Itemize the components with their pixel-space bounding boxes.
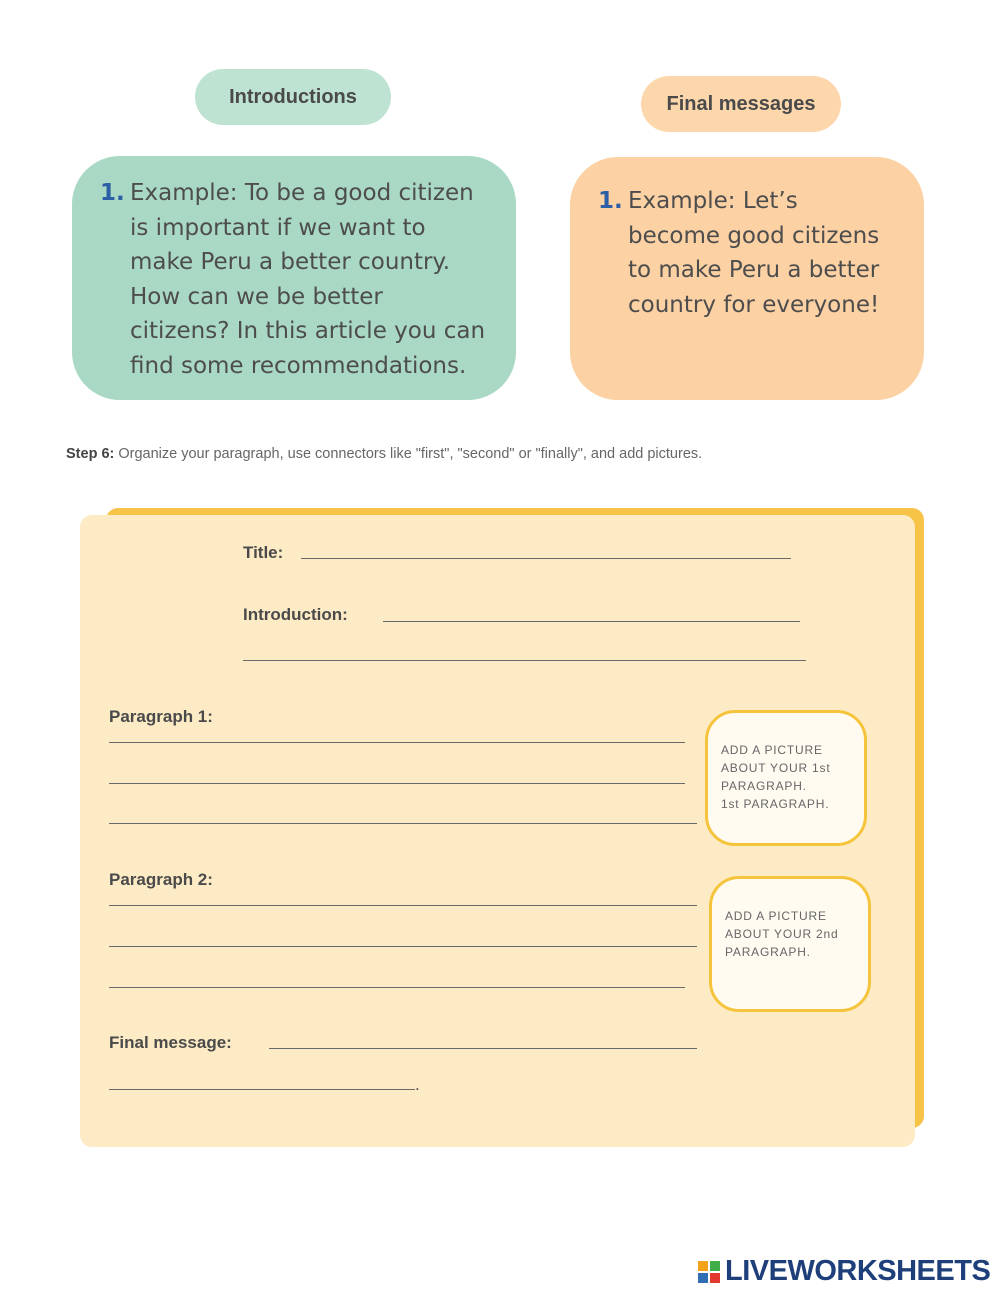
- example-line: is important if we want to: [130, 214, 426, 241]
- picture-hint-line: PARAGRAPH.: [725, 945, 811, 959]
- final-message-input-line[interactable]: [269, 1048, 697, 1049]
- picture-hint-line: 1st PARAGRAPH.: [721, 797, 830, 811]
- final-messages-heading: Final messages: [641, 76, 841, 132]
- paragraph-1-input-line[interactable]: [109, 823, 697, 824]
- example-line: Example: Let’s: [628, 188, 798, 214]
- logo-text: LIVEWORKSHEETS: [725, 1255, 991, 1287]
- example-line: become good citizens: [628, 222, 880, 249]
- final-message-label: Final message:: [109, 1033, 232, 1052]
- paragraph-1-label: Paragraph 1:: [109, 707, 213, 726]
- picture-hint-line: ABOUT YOUR 2nd: [725, 927, 839, 941]
- introductions-heading: Introductions: [195, 69, 391, 125]
- introduction-input-line[interactable]: [243, 660, 806, 661]
- example-line: make Peru a better country.: [130, 249, 451, 275]
- example-line: Example: To be a good citizen: [130, 180, 474, 206]
- picture-box-paragraph-1[interactable]: [705, 710, 867, 846]
- example-line: country for everyone!: [628, 291, 880, 318]
- introduction-label: Introduction:: [243, 605, 348, 624]
- liveworksheets-logo: [698, 1255, 990, 1288]
- logo-square: [698, 1273, 708, 1283]
- final-message-example-card: [570, 157, 924, 400]
- list-number: 1.: [100, 180, 125, 206]
- step-label: Step 6:: [66, 446, 115, 462]
- paragraph-1-input-line[interactable]: [109, 783, 685, 784]
- logo-mark-icon: [698, 1261, 720, 1283]
- picture-hint-line: PARAGRAPH.: [721, 779, 807, 793]
- picture-box-paragraph-2[interactable]: [709, 876, 871, 1012]
- logo-square: [710, 1273, 720, 1283]
- picture-hint-line: ADD A PICTURE: [725, 909, 827, 923]
- logo-square: [698, 1261, 708, 1271]
- example-line: citizens? In this article you can: [130, 318, 486, 344]
- picture-hint-line: ABOUT YOUR 1st: [721, 761, 831, 775]
- introduction-input-line[interactable]: [383, 621, 800, 622]
- list-number: 1.: [598, 188, 623, 214]
- end-period: .: [415, 1075, 420, 1094]
- example-line: find some recommendations.: [130, 352, 467, 379]
- paragraph-2-label: Paragraph 2:: [109, 870, 213, 889]
- title-label: Title:: [243, 543, 284, 562]
- paragraph-2-input-line[interactable]: [109, 987, 685, 988]
- final-message-input-line[interactable]: [109, 1089, 415, 1090]
- step-text: Organize your paragraph, use connectors like "first", "second" or "finally", and add pictures.: [118, 446, 703, 462]
- picture-hint-line: ADD A PICTURE: [721, 743, 823, 757]
- example-line: to make Peru a better: [628, 257, 880, 283]
- introduction-example-card: [72, 156, 516, 400]
- example-line: How can we be better: [130, 283, 383, 310]
- paragraph-2-input-line[interactable]: [109, 946, 697, 947]
- title-input-line[interactable]: [301, 558, 791, 559]
- logo-square: [710, 1261, 720, 1271]
- paragraph-2-input-line[interactable]: [109, 905, 697, 906]
- step-6-instructions: [66, 446, 702, 462]
- paragraph-1-input-line[interactable]: [109, 742, 685, 743]
